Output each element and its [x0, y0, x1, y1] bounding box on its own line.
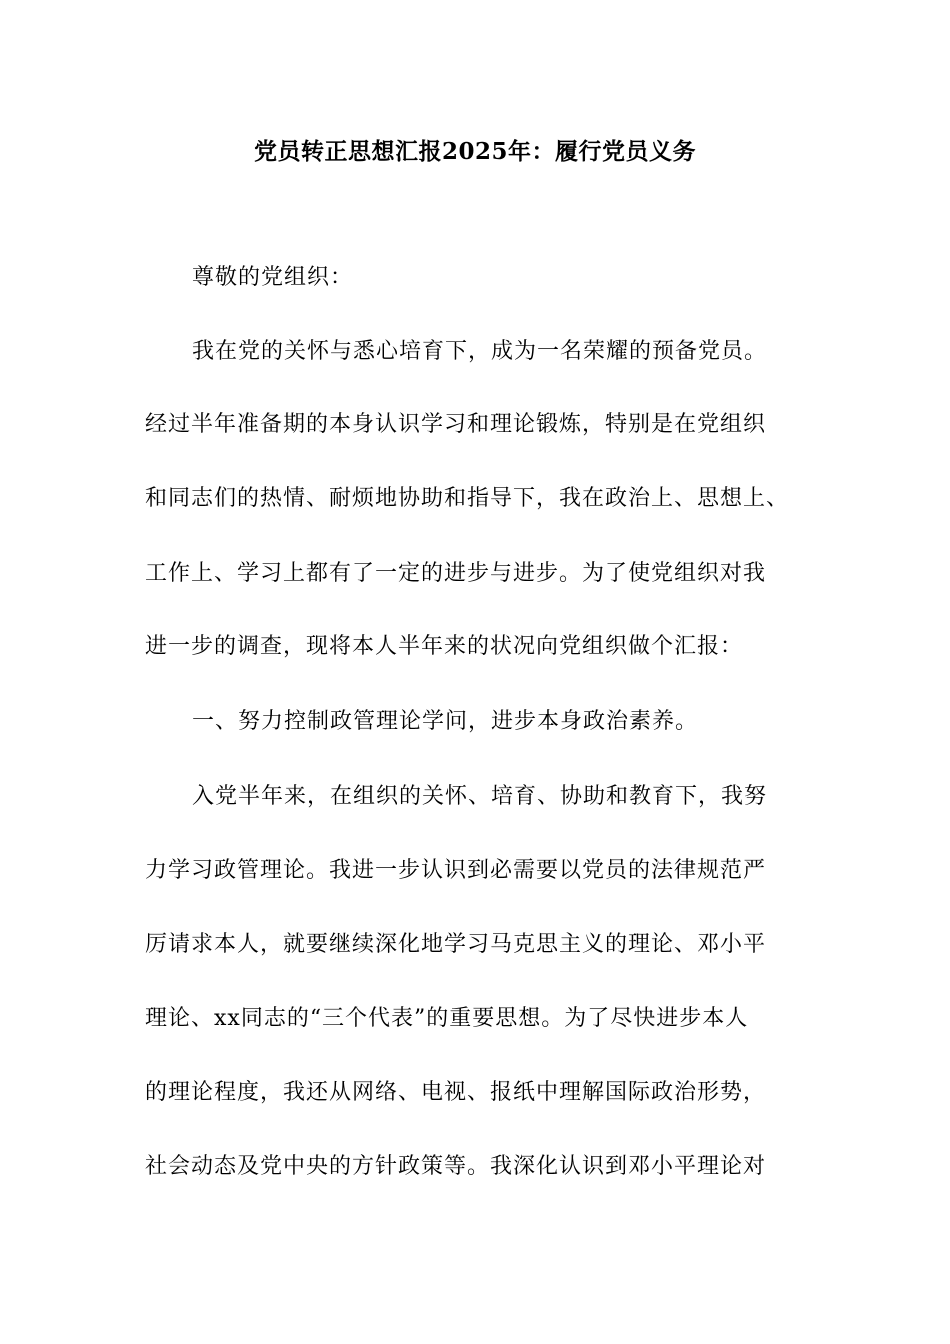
paragraph-line: 我在党的关怀与悉心培育下，成为一名荣耀的预备党员。 [192, 339, 768, 364]
paragraph-line: 的理论程度，我还从网络、电视、报纸中理解国际政治形势， [145, 1080, 767, 1105]
paragraph-line: 和同志们的热情、耐烦地协助和指导下，我在政治上、思想上、 [145, 486, 790, 511]
document-title: 党员转正思想汇报2025年：履行党员义务 [253, 138, 696, 165]
paragraph-line: 理论、xx同志的“三个代表”的重要思想。为了尽快进步本人 [145, 1006, 749, 1031]
paragraph-line: 工作上、学习上都有了一定的进步与进步。为了使党组织对我 [145, 561, 767, 586]
section-heading: 一、努力控制政管理论学问，进步本身政治素养。 [192, 709, 699, 734]
salutation: 尊敬的党组织： [192, 265, 354, 290]
paragraph-line: 厉请求本人，就要继续深化地学习马克思主义的理论、邓小平 [145, 932, 767, 957]
paragraph-line: 力学习政管理论。我进一步认识到必需要以党员的法律规范严 [145, 858, 767, 883]
paragraph-line: 社会动态及党中央的方针政策等。我深化认识到邓小平理论对 [145, 1154, 767, 1179]
paragraph-line: 进一步的调查，现将本人半年来的状况向党组织做个汇报： [145, 634, 744, 659]
paragraph-line: 入党半年来，在组织的关怀、培育、协助和教育下，我努 [192, 784, 768, 809]
paragraph-line: 经过半年准备期的本身认识学习和理论锻炼，特别是在党组织 [145, 412, 767, 437]
